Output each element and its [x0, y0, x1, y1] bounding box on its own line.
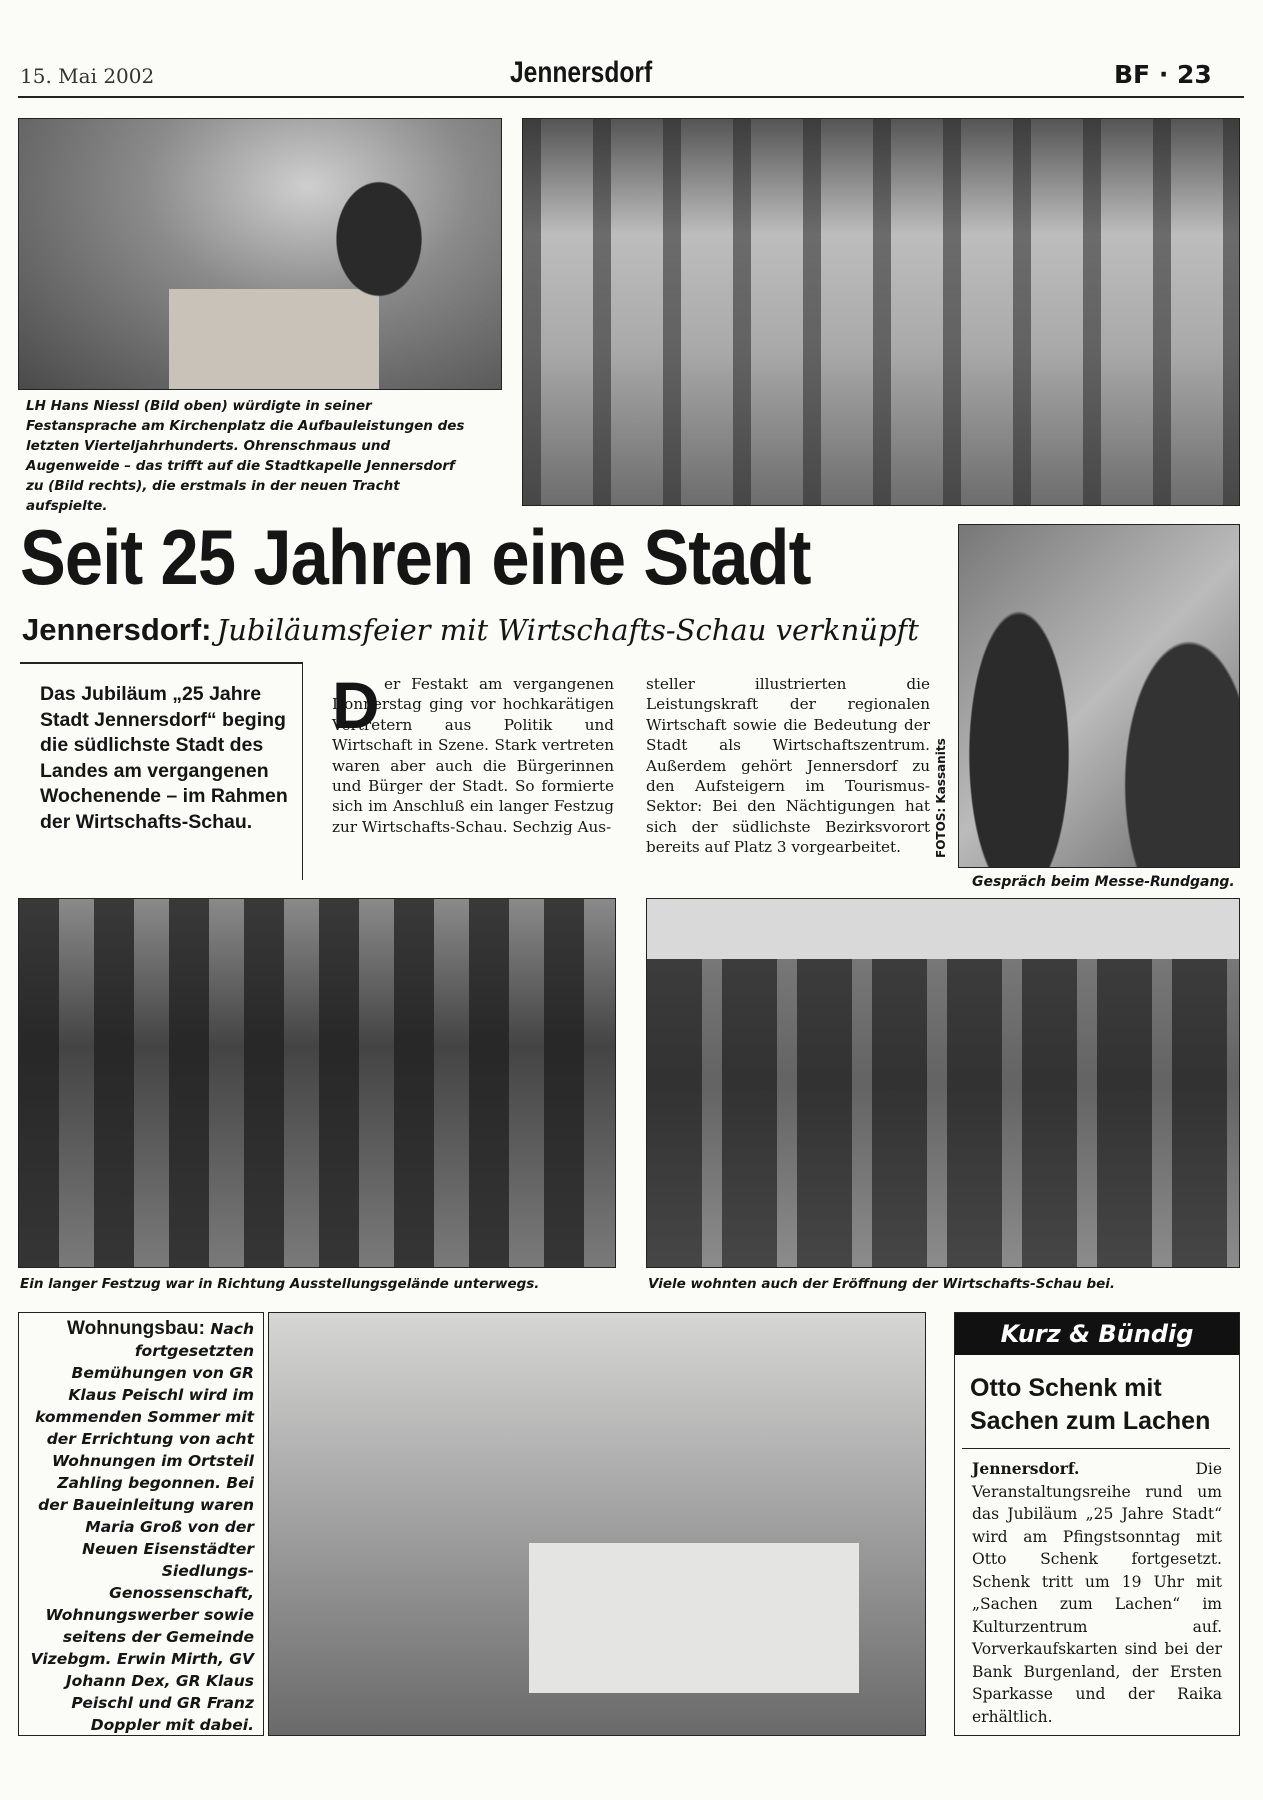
photo-eroeffnung	[646, 898, 1240, 1268]
housing-kicker: Wohnungsbau:	[67, 1318, 205, 1339]
lead-divider	[302, 662, 303, 880]
photo-speaker-podium	[18, 118, 502, 390]
issue-date: 15. Mai 2002	[20, 64, 155, 88]
brief-body: Die Veranstaltungsreihe rund um das Jubiläum „25 Jahre Stadt“ wird am Pfingstsonntag mit Otto Schenk fortgesetzt. Schenk tritt um 19 Uhr mit „Sachen zum Lachen“ im Kulturzentrum auf. Vorverkaufskarten sind bei der Bank Burgenland, der Ersten Sparkasse und der Raika erhältlich.	[972, 1460, 1222, 1726]
brief-title: Otto Schenk mit Sachen zum Lachen	[970, 1374, 1211, 1435]
photo-marching-band	[522, 118, 1240, 506]
housing-text	[24, 1318, 254, 1736]
caption-top-left: LH Hans Niessl (Bild oben) würdigte in seiner Festansprache am Kirchenplatz die Aufbauleistungen des letzten Vierteljahrhunderts. Ohrenschmaus und Augenweide – das trifft auf die Stadtkapelle Jennersdorf zu (Bild rechts), die erstmals in der neuen Tracht aufspielte.	[26, 398, 465, 514]
brief-place: Jennersdorf.	[972, 1459, 1080, 1478]
caption-festzug: Ein langer Festzug war in Richtung Ausstellungsgelände unterwegs.	[20, 1276, 540, 1292]
photo-festzug	[18, 898, 616, 1268]
article-subtitle	[22, 612, 919, 648]
lead-rule	[20, 662, 302, 664]
dropcap: D	[332, 668, 380, 742]
subtitle-text: Jubiläumsfeier mit Wirtschafts-Schau verknüpft	[216, 613, 919, 647]
article-headline: Seit 25 Jahren eine Stadt	[20, 513, 811, 601]
article-lead: Das Jubiläum „25 Jahre Stadt Jennersdorf“ beging die südlichste Stadt des Landes am vergangenen Wochenende – im Rahmen der Wirtschafts-Schau.	[40, 683, 288, 833]
caption-messe-rundgang: Gespräch beim Messe-Rundgang.	[972, 874, 1235, 890]
brief-rule	[962, 1448, 1230, 1449]
photo-wohnungsbau	[268, 1312, 926, 1736]
housing-body: Nach fortgesetzten Bemühungen von GR Klaus Peischl wird im kommenden Sommer mit der Errichtung von acht Wohnungen im Ortsteil Zahling begonnen. Bei der Baueinleitung waren Maria Groß von der Neuen Eisenstädter Siedlungs-Genossenschaft, Wohnungswerber sowie seitens der Gemeinde Vizebgm. Erwin Mirth, GV Johann Dex, GR Klaus Peischl und GR Franz Doppler mit dabei.	[30, 1320, 254, 1734]
photo-messe-rundgang	[958, 524, 1240, 868]
header-rule	[18, 96, 1244, 98]
subtitle-kicker: Jennersdorf:	[22, 612, 212, 647]
photo-credit: FOTOS: Kassanits	[934, 738, 948, 858]
section-title: Jennersdorf	[510, 56, 653, 89]
article-column-1: er Festakt am vergangenen Donnerstag ging vor hochkarätigen Vertretern aus Politik und Wirtschaft in Szene. Stark vertreten waren aber auch die Bürgerinnen und Bürger der Stadt. So formierte sich im Anschluß ein langer Festzug zur Wirtschafts-Schau. Sechzig Aus-	[332, 675, 614, 836]
brief-text	[972, 1458, 1222, 1728]
caption-eroeffnung: Viele wohnten auch der Eröffnung der Wirtschafts-Schau bei.	[648, 1276, 1116, 1292]
page-number: BF · 23	[1114, 60, 1212, 89]
brief-banner: Kurz & Bündig	[955, 1313, 1239, 1355]
article-column-2: steller illustrierten die Leistungskraft der regionalen Wirtschaft sowie die Bedeutung der Stadt als Wirtschaftszentrum. Außerdem gehört Jennersdorf zu den Aufsteigern im Tourismus-Sektor: Bei den Nächtigungen hat sich der südlichste Bezirksvorort bereits auf Platz 3 vorgearbeitet.	[646, 675, 930, 857]
